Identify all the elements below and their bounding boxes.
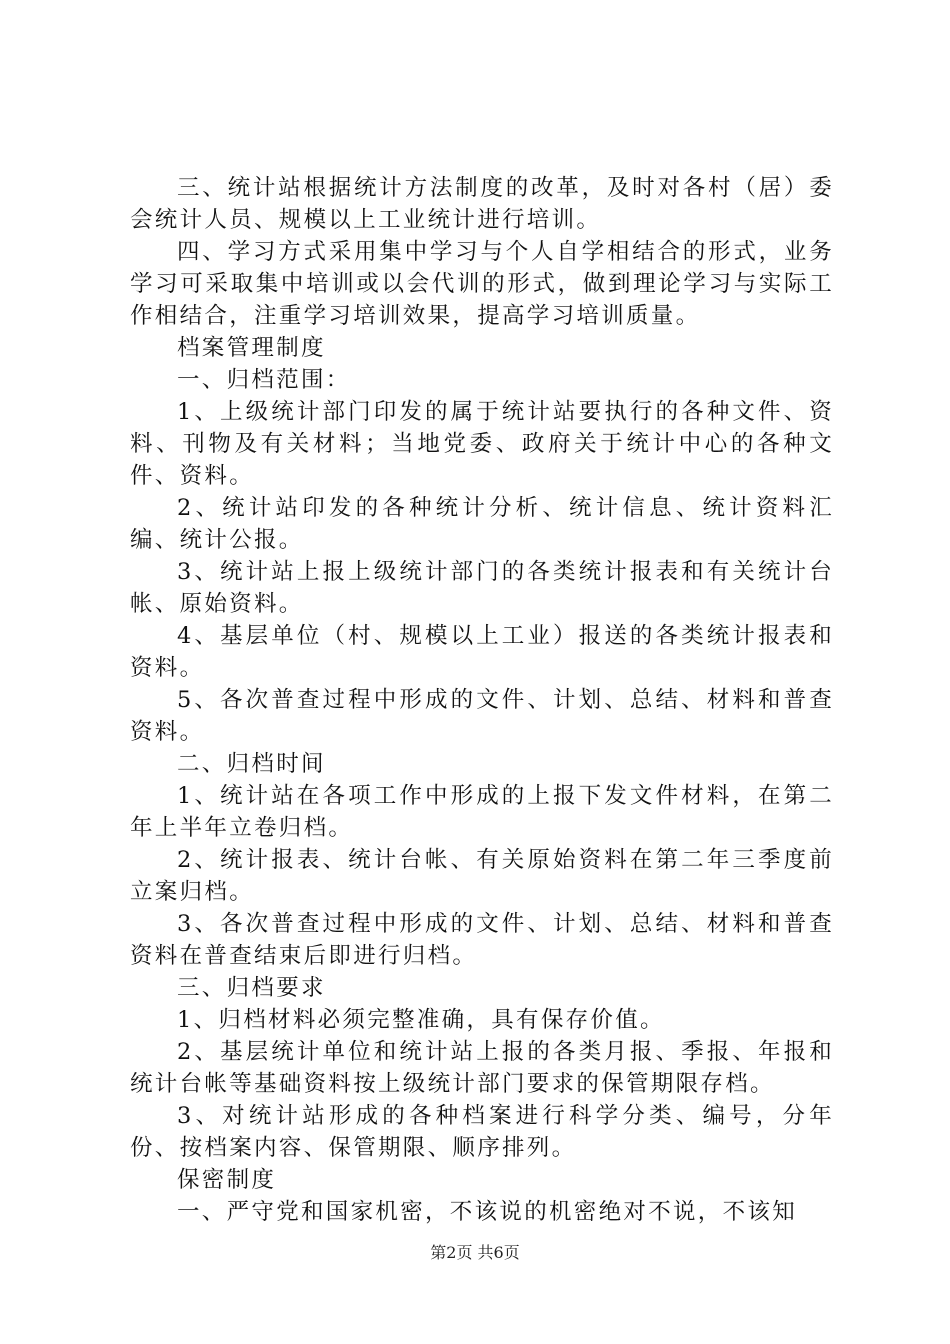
subsection-heading: 二、归档时间 <box>177 751 326 777</box>
paragraph: 3、统计站上报上级统计部门的各类统计报表和有关统计台帐、原始资料。 <box>130 559 834 617</box>
paragraph: 2、基层统计单位和统计站上报的各类月报、季报、年报和统计台帐等基础资料按上级统计部门要求的保管期限存档。 <box>130 1039 834 1097</box>
paragraph: 3、各次普查过程中形成的文件、计划、总结、材料和普查资料在普查结束后即进行归档。 <box>130 911 834 969</box>
paragraph: 1、上级统计部门印发的属于统计站要执行的各种文件、资料、刊物及有关材料；当地党委、政府关于统计中心的各种文件、资料。 <box>130 399 834 489</box>
section-heading: 保密制度 <box>177 1167 277 1193</box>
subsection-heading: 三、归档要求 <box>177 975 326 1001</box>
paragraph: 2、统计站印发的各种统计分析、统计信息、统计资料汇编、统计公报。 <box>130 495 834 553</box>
paragraph: 四、学习方式采用集中学习与个人自学相结合的形式，业务学习可采取集中培训或以会代训的形式，做到理论学习与实际工作相结合，注重学习培训效果，提高学习培训质量。 <box>130 239 834 329</box>
document-body <box>130 172 834 1228</box>
section-heading: 档案管理制度 <box>177 335 326 361</box>
paragraph: 2、统计报表、统计台帐、有关原始资料在第二年三季度前立案归档。 <box>130 847 834 905</box>
paragraph: 1、统计站在各项工作中形成的上报下发文件材料，在第二年上半年立卷归档。 <box>130 783 834 841</box>
paragraph: 3、对统计站形成的各种档案进行科学分类、编号，分年份、按档案内容、保管期限、顺序排列。 <box>130 1103 834 1161</box>
page-number-footer: 第2页 共6页 <box>430 1243 520 1262</box>
paragraph: 一、严守党和国家机密，不该说的机密绝对不说，不该知 <box>177 1199 798 1225</box>
paragraph: 5、各次普查过程中形成的文件、计划、总结、材料和普查资料。 <box>130 687 834 745</box>
paragraph: 4、基层单位（村、规模以上工业）报送的各类统计报表和资料。 <box>130 623 834 681</box>
paragraph: 1、归档材料必须完整准确，具有保存价值。 <box>177 1007 665 1033</box>
paragraph: 三、统计站根据统计方法制度的改革，及时对各村（居）委会统计人员、规模以上工业统计进行培训。 <box>130 175 834 233</box>
subsection-heading: 一、归档范围： <box>177 367 351 393</box>
